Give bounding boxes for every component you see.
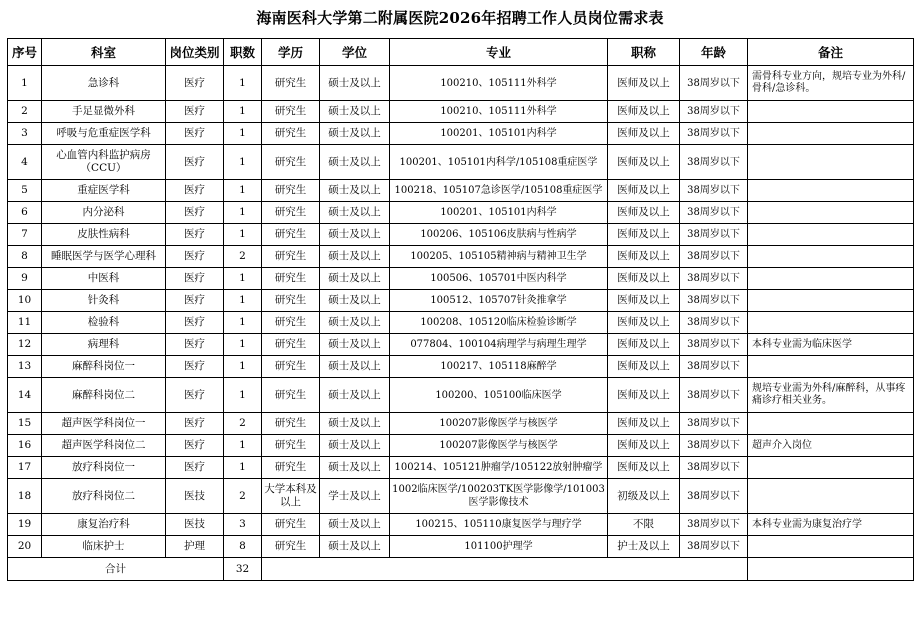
cell-major: 100214、105121肿瘤学/105122放射肿瘤学	[390, 457, 608, 479]
cell-no: 19	[8, 514, 42, 536]
cell-category: 医疗	[166, 123, 224, 145]
cell-dept: 临床护士	[42, 536, 166, 558]
job-demand-table	[7, 38, 914, 581]
header-degree: 学位	[320, 39, 390, 66]
cell-title: 护士及以上	[608, 536, 680, 558]
cell-age: 38周岁以下	[680, 268, 748, 290]
cell-note: 超声介入岗位	[748, 435, 914, 457]
total-label: 合计	[8, 558, 224, 581]
cell-title: 不限	[608, 514, 680, 536]
cell-note: 本科专业需为康复治疗学	[748, 514, 914, 536]
cell-degree: 硕士及以上	[320, 66, 390, 101]
cell-count: 1	[224, 202, 262, 224]
cell-age: 38周岁以下	[680, 180, 748, 202]
cell-age: 38周岁以下	[680, 536, 748, 558]
table-row	[8, 224, 914, 246]
table-row	[8, 536, 914, 558]
cell-note	[748, 457, 914, 479]
cell-count: 1	[224, 334, 262, 356]
cell-count: 1	[224, 312, 262, 334]
cell-title: 医师及以上	[608, 268, 680, 290]
cell-no: 6	[8, 202, 42, 224]
cell-category: 医疗	[166, 378, 224, 413]
cell-count: 2	[224, 246, 262, 268]
cell-title: 医师及以上	[608, 435, 680, 457]
cell-dept: 超声医学科岗位一	[42, 413, 166, 435]
cell-degree: 硕士及以上	[320, 246, 390, 268]
cell-major: 100210、105111外科学	[390, 66, 608, 101]
cell-no: 20	[8, 536, 42, 558]
cell-age: 38周岁以下	[680, 435, 748, 457]
cell-category: 医疗	[166, 413, 224, 435]
cell-title: 医师及以上	[608, 123, 680, 145]
cell-age: 38周岁以下	[680, 457, 748, 479]
cell-major: 100201、105101内科学	[390, 123, 608, 145]
header-age: 年龄	[680, 39, 748, 66]
cell-no: 16	[8, 435, 42, 457]
cell-note	[748, 180, 914, 202]
cell-category: 医疗	[166, 268, 224, 290]
cell-no: 14	[8, 378, 42, 413]
cell-major: 100215、105110康复医学与理疗学	[390, 514, 608, 536]
cell-dept: 超声医学科岗位二	[42, 435, 166, 457]
cell-note	[748, 268, 914, 290]
cell-degree: 硕士及以上	[320, 268, 390, 290]
cell-major: 100201、105101内科学	[390, 202, 608, 224]
table-row	[8, 514, 914, 536]
cell-education: 研究生	[262, 246, 320, 268]
cell-major: 100200、105100临床医学	[390, 378, 608, 413]
cell-education: 研究生	[262, 180, 320, 202]
cell-major: 100207影像医学与核医学	[390, 435, 608, 457]
table-row	[8, 123, 914, 145]
cell-degree: 硕士及以上	[320, 435, 390, 457]
cell-count: 8	[224, 536, 262, 558]
cell-category: 医疗	[166, 224, 224, 246]
cell-category: 医疗	[166, 457, 224, 479]
cell-major: 100205、105105精神病与精神卫生学	[390, 246, 608, 268]
cell-education: 研究生	[262, 514, 320, 536]
cell-title: 医师及以上	[608, 334, 680, 356]
cell-count: 1	[224, 268, 262, 290]
cell-age: 38周岁以下	[680, 413, 748, 435]
cell-education: 研究生	[262, 224, 320, 246]
cell-major: 100206、105106皮肤病与性病学	[390, 224, 608, 246]
cell-title: 医师及以上	[608, 457, 680, 479]
total-row	[8, 558, 914, 581]
cell-note	[748, 413, 914, 435]
header-major: 专业	[390, 39, 608, 66]
cell-education: 研究生	[262, 290, 320, 312]
cell-category: 医技	[166, 514, 224, 536]
cell-age: 38周岁以下	[680, 334, 748, 356]
cell-age: 38周岁以下	[680, 202, 748, 224]
cell-no: 8	[8, 246, 42, 268]
cell-title: 医师及以上	[608, 145, 680, 180]
cell-no: 2	[8, 101, 42, 123]
table-body	[8, 66, 914, 558]
cell-note	[748, 202, 914, 224]
cell-age: 38周岁以下	[680, 378, 748, 413]
cell-title: 医师及以上	[608, 180, 680, 202]
cell-dept: 呼吸与危重症医学科	[42, 123, 166, 145]
cell-degree: 硕士及以上	[320, 334, 390, 356]
cell-no: 15	[8, 413, 42, 435]
cell-degree: 硕士及以上	[320, 378, 390, 413]
table-row	[8, 101, 914, 123]
cell-dept: 放疗科岗位二	[42, 479, 166, 514]
cell-dept: 急诊科	[42, 66, 166, 101]
cell-note: 本科专业需为临床医学	[748, 334, 914, 356]
cell-major: 100208、105120临床检验诊断学	[390, 312, 608, 334]
header-dept: 科室	[42, 39, 166, 66]
header-note: 备注	[748, 39, 914, 66]
cell-degree: 学士及以上	[320, 479, 390, 514]
cell-degree: 硕士及以上	[320, 457, 390, 479]
cell-education: 研究生	[262, 435, 320, 457]
cell-education: 研究生	[262, 356, 320, 378]
cell-title: 医师及以上	[608, 413, 680, 435]
cell-no: 12	[8, 334, 42, 356]
cell-major: 100512、105707针灸推拿学	[390, 290, 608, 312]
cell-degree: 硕士及以上	[320, 514, 390, 536]
table-row	[8, 435, 914, 457]
cell-note	[748, 246, 914, 268]
cell-title: 医师及以上	[608, 66, 680, 101]
cell-dept: 睡眠医学与医学心理科	[42, 246, 166, 268]
cell-count: 1	[224, 457, 262, 479]
cell-education: 研究生	[262, 101, 320, 123]
cell-count: 1	[224, 378, 262, 413]
cell-category: 护理	[166, 536, 224, 558]
header-no: 序号	[8, 39, 42, 66]
cell-no: 18	[8, 479, 42, 514]
total-count: 32	[224, 558, 262, 581]
cell-note	[748, 290, 914, 312]
cell-title: 医师及以上	[608, 378, 680, 413]
cell-no: 3	[8, 123, 42, 145]
cell-age: 38周岁以下	[680, 312, 748, 334]
cell-age: 38周岁以下	[680, 101, 748, 123]
cell-dept: 皮肤性病科	[42, 224, 166, 246]
cell-title: 医师及以上	[608, 202, 680, 224]
cell-count: 2	[224, 413, 262, 435]
cell-title: 医师及以上	[608, 356, 680, 378]
cell-degree: 硕士及以上	[320, 224, 390, 246]
header-category: 岗位类别	[166, 39, 224, 66]
cell-major: 100218、105107急诊医学/105108重症医学	[390, 180, 608, 202]
cell-education: 研究生	[262, 145, 320, 180]
cell-count: 1	[224, 435, 262, 457]
cell-count: 1	[224, 123, 262, 145]
table-row	[8, 268, 914, 290]
cell-dept: 检验科	[42, 312, 166, 334]
cell-note	[748, 536, 914, 558]
cell-dept: 麻醉科岗位二	[42, 378, 166, 413]
cell-degree: 硕士及以上	[320, 202, 390, 224]
cell-major: 100201、105101内科学/105108重症医学	[390, 145, 608, 180]
cell-title: 医师及以上	[608, 290, 680, 312]
cell-education: 研究生	[262, 457, 320, 479]
cell-category: 医疗	[166, 334, 224, 356]
cell-no: 13	[8, 356, 42, 378]
table-row	[8, 180, 914, 202]
cell-age: 38周岁以下	[680, 224, 748, 246]
table-row	[8, 479, 914, 514]
cell-degree: 硕士及以上	[320, 145, 390, 180]
cell-no: 5	[8, 180, 42, 202]
cell-major: 077804、100104病理学与病理生理学	[390, 334, 608, 356]
cell-category: 医疗	[166, 435, 224, 457]
table-row	[8, 457, 914, 479]
cell-major: 100210、105111外科学	[390, 101, 608, 123]
cell-note	[748, 356, 914, 378]
cell-education: 研究生	[262, 334, 320, 356]
cell-age: 38周岁以下	[680, 246, 748, 268]
cell-dept: 康复治疗科	[42, 514, 166, 536]
cell-title: 医师及以上	[608, 312, 680, 334]
table-row	[8, 334, 914, 356]
cell-dept: 中医科	[42, 268, 166, 290]
cell-education: 大学本科及以上	[262, 479, 320, 514]
total-empty	[262, 558, 748, 581]
cell-dept: 重症医学科	[42, 180, 166, 202]
cell-major: 100217、105118麻醉学	[390, 356, 608, 378]
table-row	[8, 246, 914, 268]
table-row	[8, 378, 914, 413]
table-row	[8, 413, 914, 435]
cell-degree: 硕士及以上	[320, 356, 390, 378]
cell-degree: 硕士及以上	[320, 123, 390, 145]
cell-education: 研究生	[262, 66, 320, 101]
cell-note: 需骨科专业方向，规培专业为外科/骨科/急诊科。	[748, 66, 914, 101]
cell-no: 10	[8, 290, 42, 312]
cell-degree: 硕士及以上	[320, 101, 390, 123]
cell-education: 研究生	[262, 378, 320, 413]
cell-age: 38周岁以下	[680, 479, 748, 514]
cell-title: 初级及以上	[608, 479, 680, 514]
cell-note: 规培专业需为外科/麻醉科，从事疼痛诊疗相关业务。	[748, 378, 914, 413]
total-note-empty	[748, 558, 914, 581]
table-header-row	[8, 39, 914, 66]
cell-category: 医疗	[166, 101, 224, 123]
cell-title: 医师及以上	[608, 224, 680, 246]
cell-note	[748, 479, 914, 514]
cell-category: 医疗	[166, 66, 224, 101]
cell-degree: 硕士及以上	[320, 312, 390, 334]
cell-note	[748, 101, 914, 123]
cell-no: 9	[8, 268, 42, 290]
cell-no: 11	[8, 312, 42, 334]
cell-major: 100207影像医学与核医学	[390, 413, 608, 435]
cell-degree: 硕士及以上	[320, 413, 390, 435]
cell-note	[748, 312, 914, 334]
cell-dept: 手足显微外科	[42, 101, 166, 123]
cell-degree: 硕士及以上	[320, 290, 390, 312]
cell-degree: 硕士及以上	[320, 536, 390, 558]
cell-no: 17	[8, 457, 42, 479]
cell-count: 1	[224, 101, 262, 123]
cell-dept: 放疗科岗位一	[42, 457, 166, 479]
cell-education: 研究生	[262, 312, 320, 334]
cell-title: 医师及以上	[608, 101, 680, 123]
cell-count: 1	[224, 66, 262, 101]
header-education: 学历	[262, 39, 320, 66]
table-row	[8, 145, 914, 180]
cell-education: 研究生	[262, 536, 320, 558]
cell-age: 38周岁以下	[680, 290, 748, 312]
cell-count: 1	[224, 356, 262, 378]
cell-count: 1	[224, 145, 262, 180]
page-title: 海南医科大学第二附属医院2026年招聘工作人员岗位需求表	[256, 9, 664, 27]
cell-count: 1	[224, 224, 262, 246]
cell-major: 101100护理学	[390, 536, 608, 558]
cell-no: 7	[8, 224, 42, 246]
cell-age: 38周岁以下	[680, 66, 748, 101]
cell-count: 2	[224, 479, 262, 514]
cell-education: 研究生	[262, 123, 320, 145]
cell-no: 4	[8, 145, 42, 180]
cell-note	[748, 224, 914, 246]
header-count: 职数	[224, 39, 262, 66]
cell-age: 38周岁以下	[680, 145, 748, 180]
cell-education: 研究生	[262, 202, 320, 224]
table-row	[8, 202, 914, 224]
cell-category: 医疗	[166, 246, 224, 268]
table-row	[8, 356, 914, 378]
cell-no: 1	[8, 66, 42, 101]
cell-category: 医疗	[166, 145, 224, 180]
cell-category: 医疗	[166, 180, 224, 202]
cell-category: 医技	[166, 479, 224, 514]
cell-education: 研究生	[262, 268, 320, 290]
cell-note	[748, 145, 914, 180]
cell-major: 1002临床医学/100203TK医学影像学/101003医学影像技术	[390, 479, 608, 514]
cell-age: 38周岁以下	[680, 514, 748, 536]
cell-dept: 针灸科	[42, 290, 166, 312]
cell-education: 研究生	[262, 413, 320, 435]
cell-dept: 内分泌科	[42, 202, 166, 224]
table-row	[8, 312, 914, 334]
cell-category: 医疗	[166, 290, 224, 312]
cell-age: 38周岁以下	[680, 123, 748, 145]
cell-category: 医疗	[166, 312, 224, 334]
cell-major: 100506、105701中医内科学	[390, 268, 608, 290]
header-title: 职称	[608, 39, 680, 66]
cell-title: 医师及以上	[608, 246, 680, 268]
cell-count: 1	[224, 290, 262, 312]
table-row	[8, 66, 914, 101]
cell-dept: 心血管内科监护病房（CCU）	[42, 145, 166, 180]
cell-dept: 麻醉科岗位一	[42, 356, 166, 378]
cell-dept: 病理科	[42, 334, 166, 356]
cell-count: 3	[224, 514, 262, 536]
cell-category: 医疗	[166, 356, 224, 378]
cell-category: 医疗	[166, 202, 224, 224]
cell-count: 1	[224, 180, 262, 202]
cell-note	[748, 123, 914, 145]
table-row	[8, 290, 914, 312]
cell-degree: 硕士及以上	[320, 180, 390, 202]
cell-age: 38周岁以下	[680, 356, 748, 378]
